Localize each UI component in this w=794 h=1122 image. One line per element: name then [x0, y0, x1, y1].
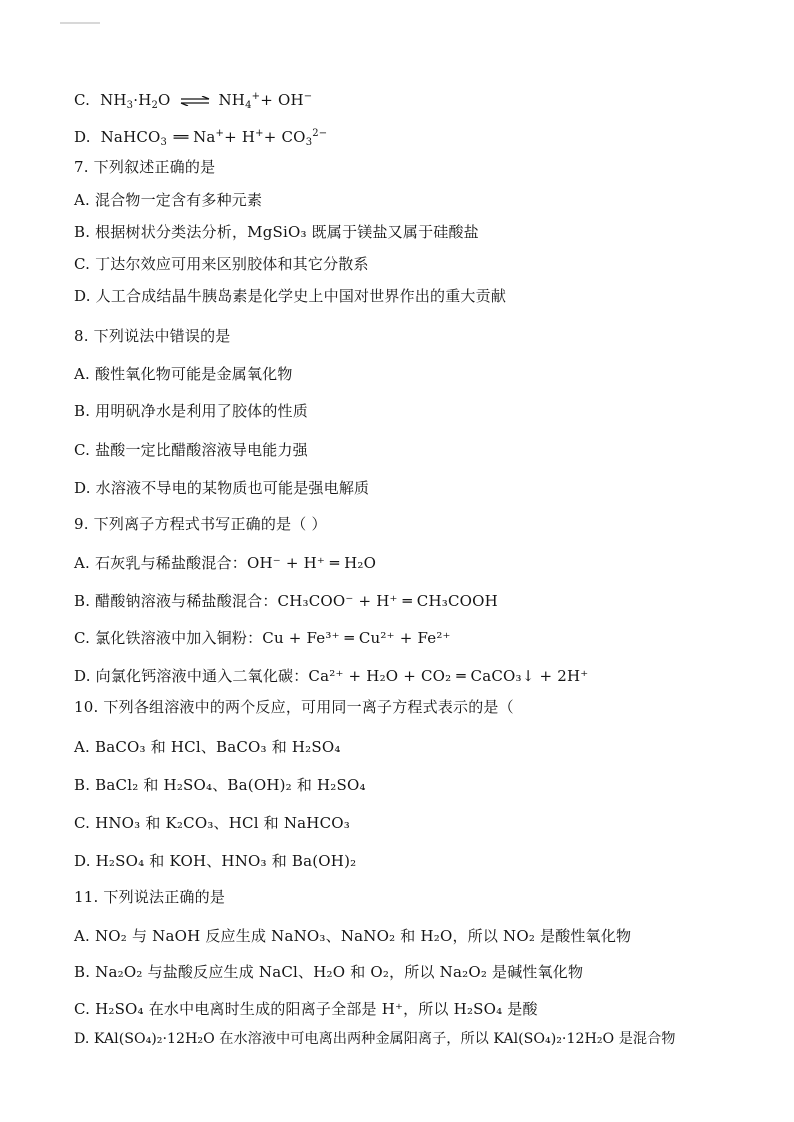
option-a-q7: A. 混合物一定含有多种元素 [74, 191, 263, 209]
option-d-q10: D. H₂SO₄ 和 KOH、HNO₃ 和 Ba(OH)₂ [74, 852, 357, 870]
option-label: D. [74, 128, 91, 146]
question-11: 11. 下列说法正确的是 [74, 888, 226, 906]
formula-c6 [100, 91, 312, 109]
formula-sup: 2− [312, 128, 328, 139]
formula-part: NH [100, 91, 127, 109]
formula-sup: + [255, 128, 264, 139]
option-b-q9: B. 醋酸钠溶液与稀盐酸混合：CH₃COO⁻ + H⁺ ═ CH₃COOH [74, 592, 498, 610]
option-b-q11: B. Na₂O₂ 与盐酸反应生成 NaCl、H₂O 和 O₂，所以 Na₂O₂ 是碱性氧化物 [74, 963, 584, 981]
option-b-q8: B. 用明矾净水是利用了胶体的性质 [74, 402, 308, 420]
formula-part: NH [218, 91, 246, 109]
question-10: 10. 下列各组溶液中的两个反应，可用同一离子方程式表示的是（ [74, 698, 514, 716]
question-9: 9. 下列离子方程式书写正确的是（ ） [74, 515, 327, 533]
option-c-q9: C. 氯化铁溶液中加入铜粉：Cu + Fe³⁺ ═ Cu²⁺ + Fe²⁺ [74, 629, 451, 647]
option-a-q8: A. 酸性氧化物可能是金属氧化物 [74, 365, 293, 383]
option-b-q10: B. BaCl₂ 和 H₂SO₄、Ba(OH)₂ 和 H₂SO₄ [74, 776, 366, 794]
formula-part: + CO [263, 128, 306, 146]
formula-sub: 3 [305, 137, 313, 148]
formula-sup: + [251, 91, 261, 102]
formula-sub: 4 [245, 100, 252, 111]
option-d-q6 [74, 127, 774, 147]
formula-part: O [158, 91, 171, 109]
formula-d6 [101, 128, 328, 146]
option-d-q7: D. 人工合成结晶牛胰岛素是化学史上中国对世界作出的重大贡献 [74, 287, 507, 305]
formula-sub: 3 [126, 100, 134, 111]
option-c-q6 [74, 90, 774, 110]
option-b-q7: B. 根据树状分类法分析，MgSiO₃ 既属于镁盐又属于硅酸盐 [74, 223, 479, 241]
option-a-q11: A. NO₂ 与 NaOH 反应生成 NaNO₃、NaNO₂ 和 H₂O，所以 NO₂ 是酸性氧化物 [74, 927, 632, 945]
equals-sign: ═ [173, 128, 187, 146]
formula-sub: 3 [160, 137, 168, 148]
formula-sup: + [215, 128, 225, 139]
option-c-q10: C. HNO₃ 和 K₂CO₃、HCl 和 NaHCO₃ [74, 814, 350, 832]
option-c-q11: C. H₂SO₄ 在水中电离时生成的阳离子全部是 H⁺，所以 H₂SO₄ 是酸 [74, 1000, 538, 1018]
option-a-q10: A. BaCO₃ 和 HCl、BaCO₃ 和 H₂SO₄ [74, 738, 341, 756]
scan-speck [60, 22, 100, 24]
formula-part: + OH [260, 91, 304, 109]
option-label: C. [74, 91, 91, 109]
option-c-q7: C. 丁达尔效应可用来区别胶体和其它分散系 [74, 255, 369, 273]
formula-part: ·H [133, 91, 152, 109]
formula-part: NaHCO [100, 128, 161, 146]
question-7: 7. 下列叙述正确的是 [74, 158, 216, 176]
formula-sub: 2 [151, 100, 159, 111]
option-d-q9: D. 向氯化钙溶液中通入二氧化碳：Ca²⁺ + H₂O + CO₂ ═ CaCO₃↓ + 2H⁺ [74, 667, 589, 685]
option-a-q9: A. 石灰乳与稀盐酸混合：OH⁻ + H⁺ ═ H₂O [74, 554, 377, 572]
option-d-q8: D. 水溶液不导电的某物质也可能是强电解质 [74, 479, 370, 497]
formula-sup: − [303, 91, 313, 102]
formula-part: + H [224, 128, 256, 146]
formula-part: Na [193, 128, 216, 146]
reversible-arrow-icon [180, 96, 210, 106]
question-8: 8. 下列说法中错误的是 [74, 327, 231, 345]
option-d-q11: D. KAl(SO₄)₂·12H₂O 在水溶液中可电离出两种金属阳离子，所以 KAl(SO₄)₂·12H₂O 是混合物 [74, 1031, 676, 1047]
option-c-q8: C. 盐酸一定比醋酸溶液导电能力强 [74, 441, 308, 459]
